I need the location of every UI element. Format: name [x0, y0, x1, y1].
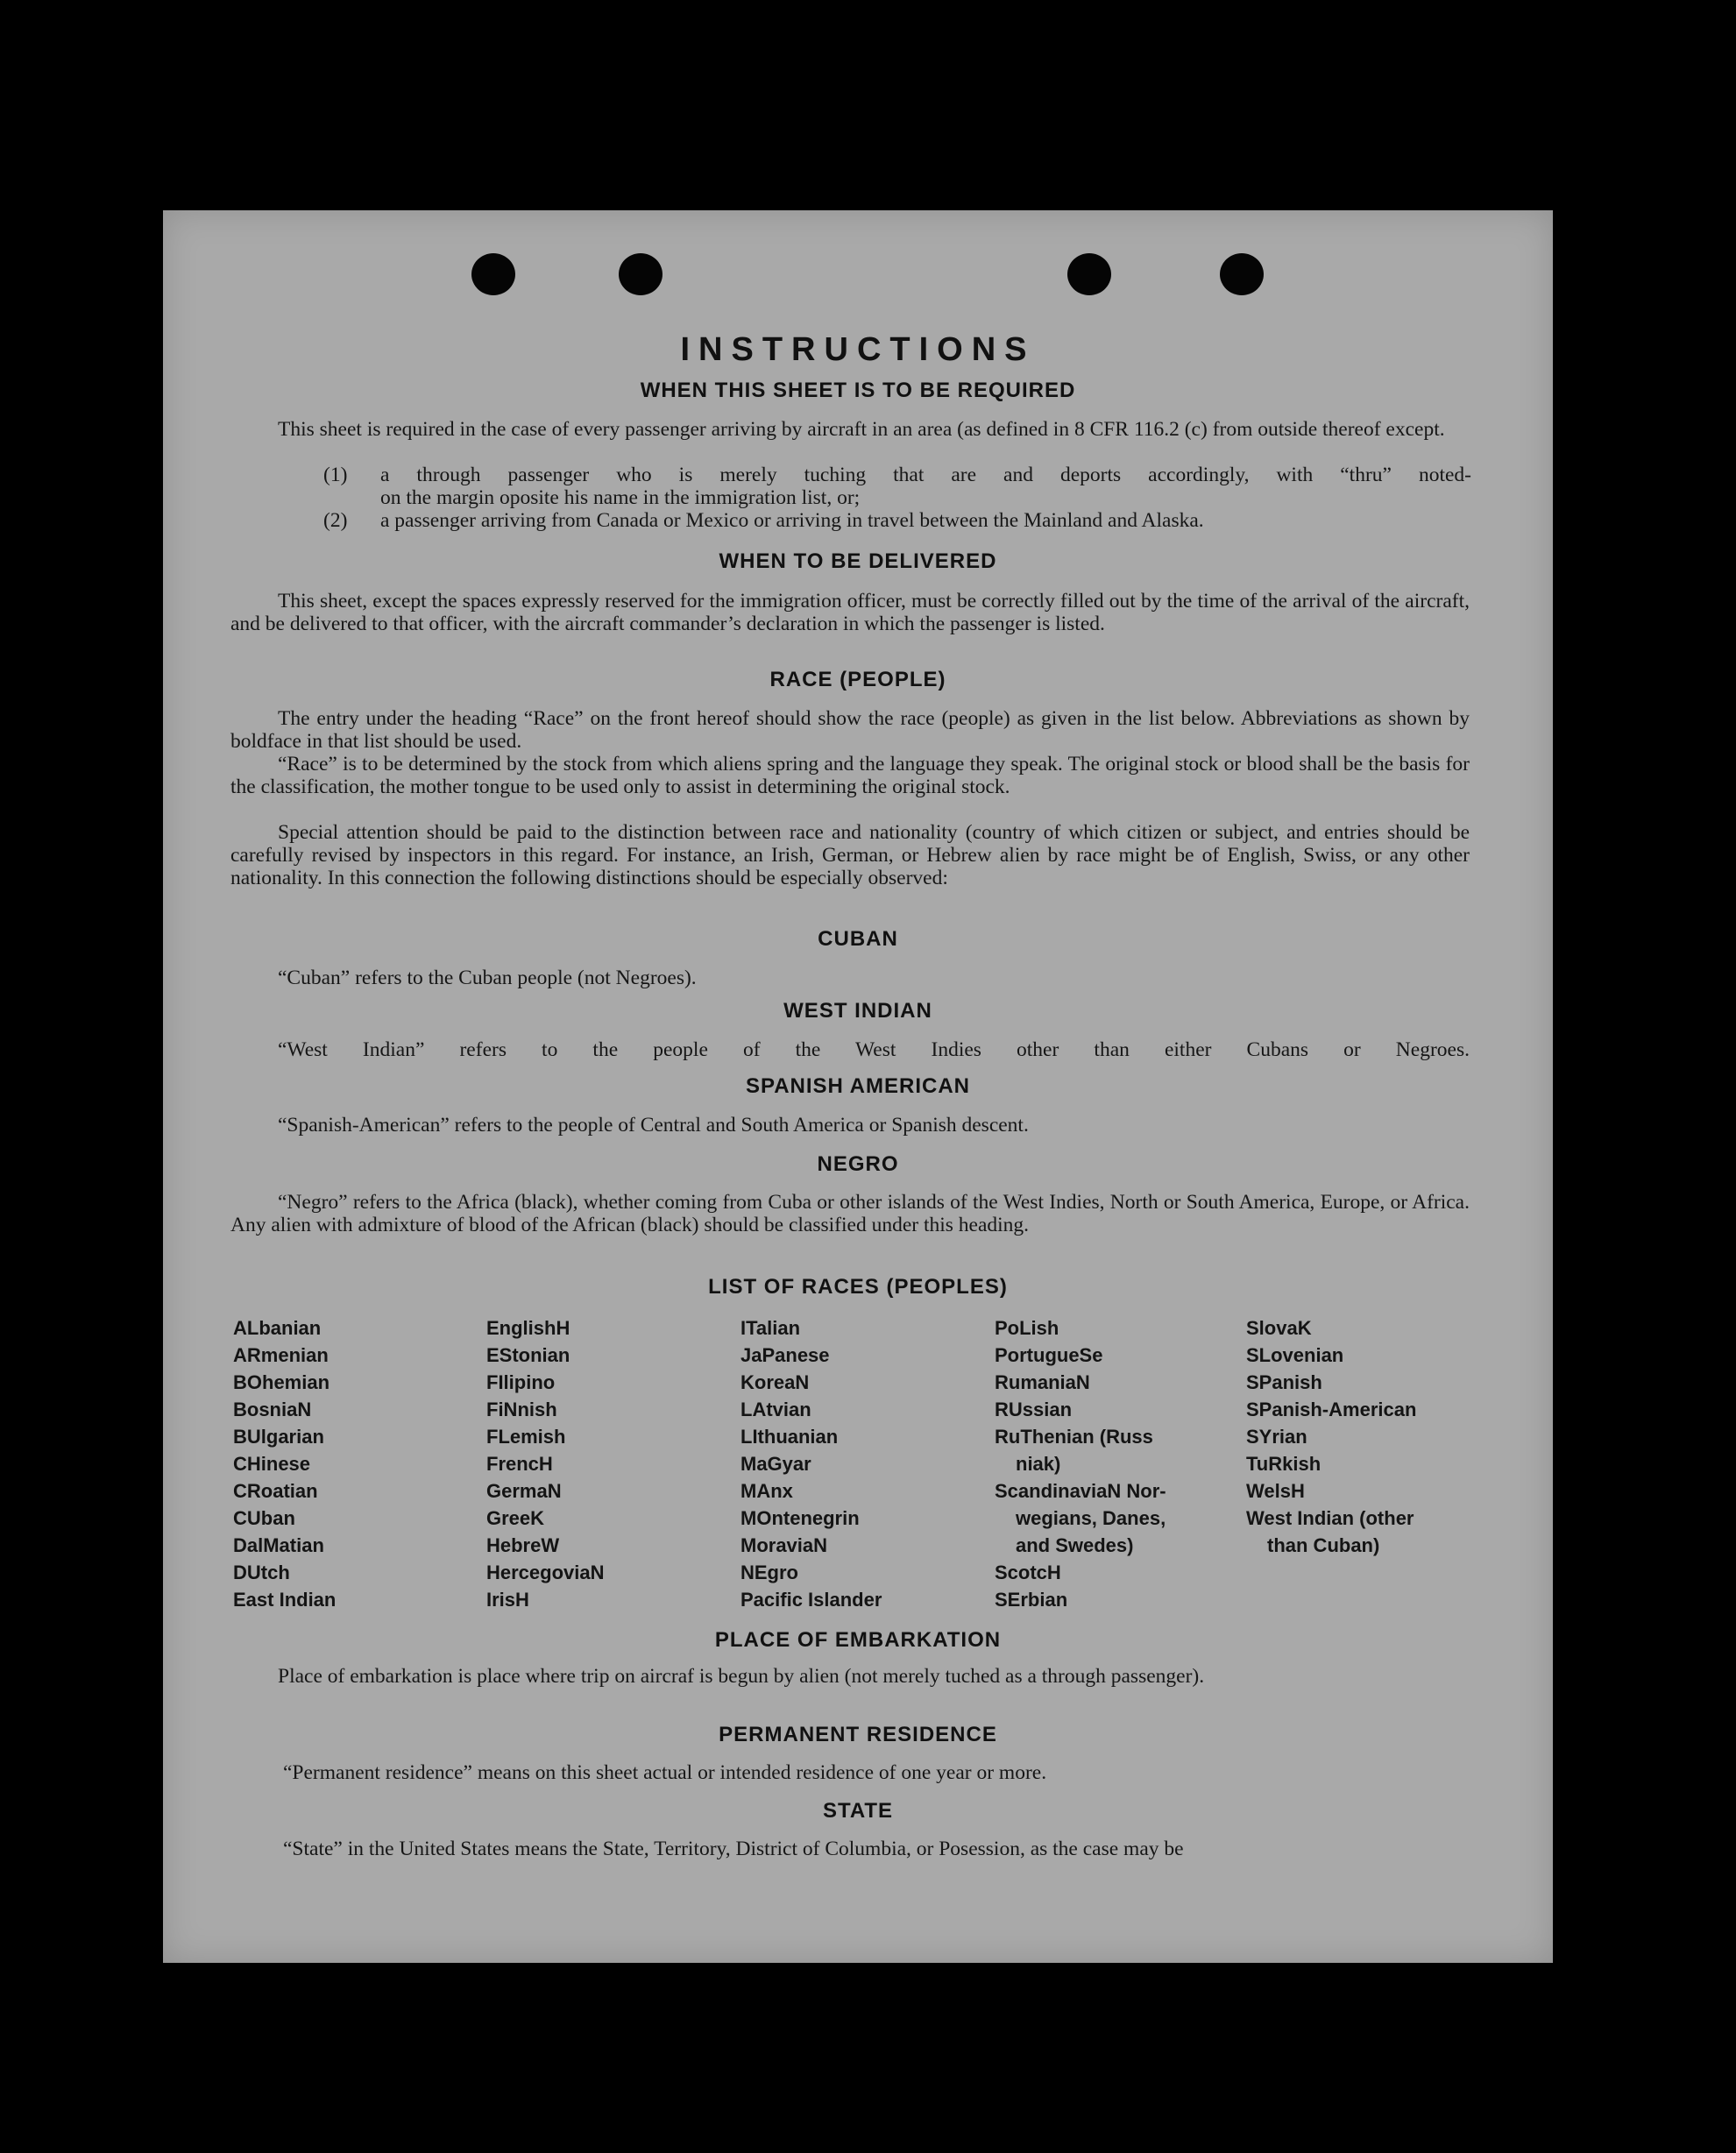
race-entry: DalMatian: [233, 1534, 324, 1556]
race-entry: LIthuanian: [740, 1426, 839, 1448]
race-entry: FrencH: [486, 1453, 553, 1475]
heading-permanent-residence: PERMANENT RESIDENCE: [719, 1723, 997, 1746]
race-entry: TuRkish: [1246, 1453, 1321, 1475]
race-entry: RumaniaN: [995, 1371, 1090, 1393]
punch-hole: [619, 253, 663, 295]
race-entry: HercegoviaN: [486, 1562, 605, 1583]
negro-text-body: “Negro” refers to the Africa (black), whether coming from Cuba or other islands of the West Indies, North or South America, Europe, or Africa. Any alien with admixture of blood of the African (black) should be classified under this heading.: [230, 1191, 1470, 1236]
punch-hole: [471, 253, 515, 295]
race-entry: HebreW: [486, 1534, 560, 1556]
race-paragraph-1: [230, 707, 1470, 753]
race-entry: SYrian: [1246, 1426, 1307, 1448]
heading-west-indian: WEST INDIAN: [783, 999, 932, 1023]
required-intro: [230, 418, 1470, 441]
race-entry: DUtch: [233, 1562, 290, 1583]
races-column-4: [995, 1314, 1166, 1613]
delivered-text-body: This sheet, except the spaces expressly reserved for the immigration officer, must be correctly filled out by the time of the arrival of the aircraft, and be delivered to that officer, with the aircraft commander’s declaration in which the passenger is listed.: [230, 590, 1470, 635]
delivered-text: [230, 590, 1470, 635]
race-entry: SPanish: [1246, 1371, 1322, 1393]
race-entry: BosniaN: [233, 1399, 312, 1420]
spanish-american-text: “Spanish-American” refers to the people of Central and South America or Spanish descent.: [278, 1114, 1029, 1137]
races-column-3: [740, 1314, 882, 1613]
race-entry: ScotcH: [995, 1562, 1061, 1583]
heading-place-of-embarkation: PLACE OF EMBARKATION: [714, 1628, 1002, 1652]
required-item-2-num: (2): [323, 509, 348, 532]
race-p2-text: “Race” is to be determined by the stock from which aliens spring and the language they speak. The original stock or blood shall be the basis for the classification, the mother tongue to be used only to assist in determining the original stock.: [230, 753, 1470, 798]
heading-state: STATE: [822, 1799, 894, 1823]
required-item-1-num: (1): [323, 464, 348, 486]
race-entry: West Indian (other: [1246, 1507, 1414, 1529]
page-title: INSTRUCTIONS: [680, 331, 1036, 368]
race-entry: FLemish: [486, 1426, 566, 1448]
heading-when-required: WHEN THIS SHEET IS TO BE REQUIRED: [640, 379, 1076, 402]
heading-spanish-american: SPANISH AMERICAN: [745, 1074, 970, 1098]
required-item-2-text: a passenger arriving from Canada or Mexico or arriving in travel between the Mainland and Alaska.: [380, 509, 1204, 532]
race-entry: MAnx: [740, 1480, 793, 1502]
race-entry: PoLish: [995, 1317, 1059, 1339]
race-entry: niak): [1016, 1453, 1061, 1475]
required-item-1-line2: on the margin oposite his name in the immigration list, or;: [380, 486, 861, 509]
race-entry: JaPanese: [740, 1344, 830, 1366]
required-item-1-line1: a through passenger who is merely tuching that are and deports accordingly, with “thru” noted-: [380, 464, 1471, 486]
race-entry: East Indian: [233, 1589, 337, 1611]
race-entry: GermaN: [486, 1480, 562, 1502]
race-entry: FiNnish: [486, 1399, 557, 1420]
race-entry: NEgro: [740, 1562, 798, 1583]
punch-hole: [1067, 253, 1111, 295]
races-column-5: [1246, 1314, 1416, 1559]
race-entry: than Cuban): [1267, 1534, 1380, 1556]
cuban-text: “Cuban” refers to the Cuban people (not Negroes).: [278, 967, 697, 989]
heading-list-of-races: LIST OF RACES (PEOPLES): [708, 1275, 1008, 1299]
races-column-2: [486, 1314, 605, 1613]
race-entry: IrisH: [486, 1589, 529, 1611]
race-entry: and Swedes): [1016, 1534, 1134, 1556]
west-indian-text: “West Indian” refers to the people of the West Indies other than either Cubans or Negroes.: [278, 1038, 1470, 1061]
heading-when-delivered: WHEN TO BE DELIVERED: [719, 549, 997, 573]
race-entry: SErbian: [995, 1589, 1068, 1611]
race-entry: wegians, Danes,: [1016, 1507, 1166, 1529]
race-entry: SLovenian: [1246, 1344, 1344, 1366]
embarkation-text: [230, 1665, 1470, 1688]
required-intro-text: This sheet is required in the case of every passenger arriving by aircraft in an area (as defined in 8 CFR 116.2 (c) from outside thereof except.: [278, 418, 1445, 441]
race-entry: FIlipino: [486, 1371, 556, 1393]
state-text: “State” in the United States means the State, Territory, District of Columbia, or Posession, as the case may be: [283, 1838, 1184, 1860]
race-paragraph-2: [230, 753, 1470, 798]
race-entry: MoraviaN: [740, 1534, 828, 1556]
race-entry: ITalian: [740, 1317, 801, 1339]
race-entry: RUssian: [995, 1399, 1073, 1420]
race-p3-text: Special attention should be paid to the distinction between race and nationality (country of which citizen or subject, and entries should be carefully revised by inspectors in this regard. For instance, an Irish, German, or Hebrew alien by race might be of English, Swiss, or any other nationality. In this connection the following distinctions should be especially observed:: [230, 821, 1470, 889]
race-entry: WelsH: [1246, 1480, 1305, 1502]
race-entry: ALbanian: [233, 1317, 322, 1339]
race-p1-text: The entry under the heading “Race” on the front hereof should show the race (people) as given in the list below. Abbreviations as shown by boldface in that list should be used.: [230, 707, 1470, 753]
heading-race: RACE (PEOPLE): [769, 668, 946, 691]
race-entry: SlovaK: [1246, 1317, 1312, 1339]
race-entry: EnglishH: [486, 1317, 570, 1339]
race-entry: MOntenegrin: [740, 1507, 860, 1529]
residence-text: “Permanent residence” means on this sheet actual or intended residence of one year or more.: [283, 1761, 1047, 1784]
race-entry: EStonian: [486, 1344, 570, 1366]
instruction-sheet: [163, 210, 1553, 1963]
punch-hole: [1220, 253, 1264, 295]
race-entry: PortugueSe: [995, 1344, 1103, 1366]
race-entry: Pacific Islander: [740, 1589, 882, 1611]
race-paragraph-3: [230, 821, 1470, 889]
heading-negro: NEGRO: [817, 1152, 899, 1176]
race-entry: LAtvian: [740, 1399, 811, 1420]
race-entry: SPanish-American: [1246, 1399, 1417, 1420]
race-entry: GreeK: [486, 1507, 545, 1529]
race-entry: ScandinaviaN Nor-: [995, 1480, 1166, 1502]
race-entry: ARmenian: [233, 1344, 329, 1366]
race-entry: MaGyar: [740, 1453, 811, 1475]
races-column-1: [233, 1314, 336, 1613]
embarkation-text-body: Place of embarkation is place where trip on aircraf is begun by alien (not merely tuched as a through passenger).: [278, 1665, 1205, 1688]
race-entry: RuThenian (Russ: [995, 1426, 1153, 1448]
race-entry: CRoatian: [233, 1480, 318, 1502]
race-entry: CHinese: [233, 1453, 311, 1475]
race-entry: CUban: [233, 1507, 295, 1529]
race-entry: BUlgarian: [233, 1426, 324, 1448]
heading-cuban: CUBAN: [818, 927, 898, 951]
race-entry: KoreaN: [740, 1371, 810, 1393]
race-entry: BOhemian: [233, 1371, 330, 1393]
negro-text: [230, 1191, 1470, 1236]
